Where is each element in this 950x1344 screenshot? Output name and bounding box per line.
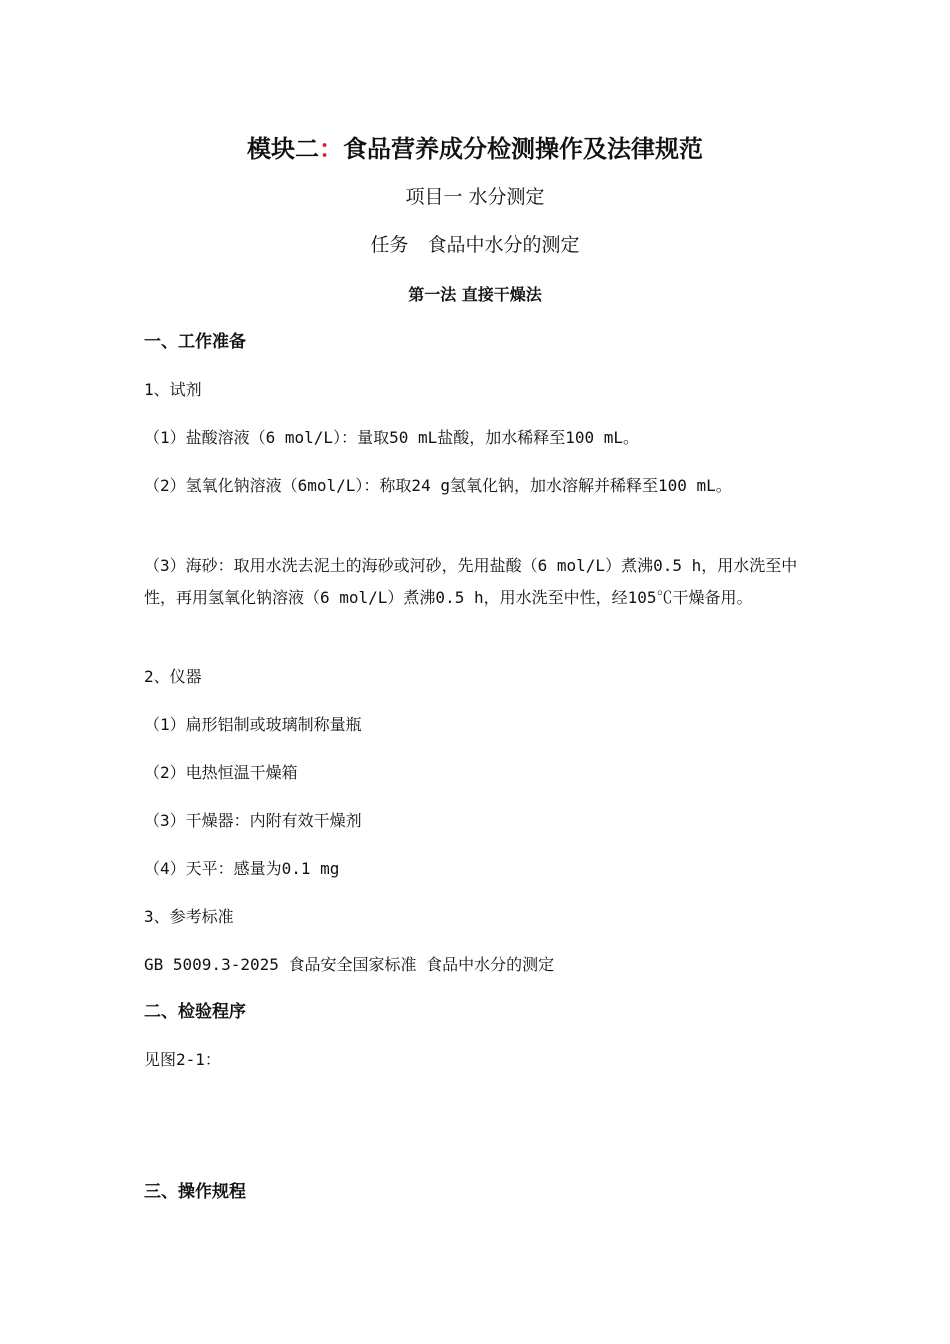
reagents-heading: 1、试剂 (144, 380, 202, 399)
title-rest: 食品营养成分检测操作及法律规范 (343, 134, 703, 163)
reagent-item: （3）海砂：取用水洗去泥土的海砂或河砂，先用盐酸（6 mol/L）煮沸0.5 h，用水洗至中性，再用氢氧化钠溶液（6 mol/L）煮沸0.5 h，用水洗至中性，经105℃干燥备用。 (144, 556, 798, 607)
section-3-heading: 三、操作规程 (144, 1182, 246, 1202)
method-title: 第一法 直接干燥法 (408, 285, 542, 304)
instrument-item: （4）天平：感量为0.1 mg (144, 859, 340, 878)
instrument-item: （2）电热恒温干燥箱 (144, 763, 298, 782)
standard-heading: 3、参考标准 (144, 907, 234, 926)
title-colon: ： (319, 134, 343, 163)
section-2-heading: 二、检验程序 (144, 1002, 246, 1022)
instrument-item: （1）扁形铝制或玻璃制称量瓶 (144, 715, 362, 734)
document-title (0, 133, 950, 165)
figure-reference: 见图2-1： (144, 1050, 221, 1069)
project-title: 项目一 水分测定 (405, 186, 545, 208)
reagent-item: （2）氢氧化钠溶液（6mol/L）：称取24 g氢氧化钠，加水溶解并稀释至100 mL。 (144, 476, 732, 495)
section-1-heading: 一、工作准备 (144, 332, 246, 352)
instruments-heading: 2、仪器 (144, 667, 202, 686)
standard-text: GB 5009.3-2025 食品安全国家标准 食品中水分的测定 (144, 955, 555, 974)
reagent-item: （1）盐酸溶液（6 mol/L）：量取50 mL盐酸，加水稀释至100 mL。 (144, 428, 640, 447)
task-title: 任务 食品中水分的测定 (370, 234, 580, 256)
title-main: 模块二 (247, 134, 319, 163)
instrument-item: （3）干燥器：内附有效干燥剂 (144, 811, 362, 830)
